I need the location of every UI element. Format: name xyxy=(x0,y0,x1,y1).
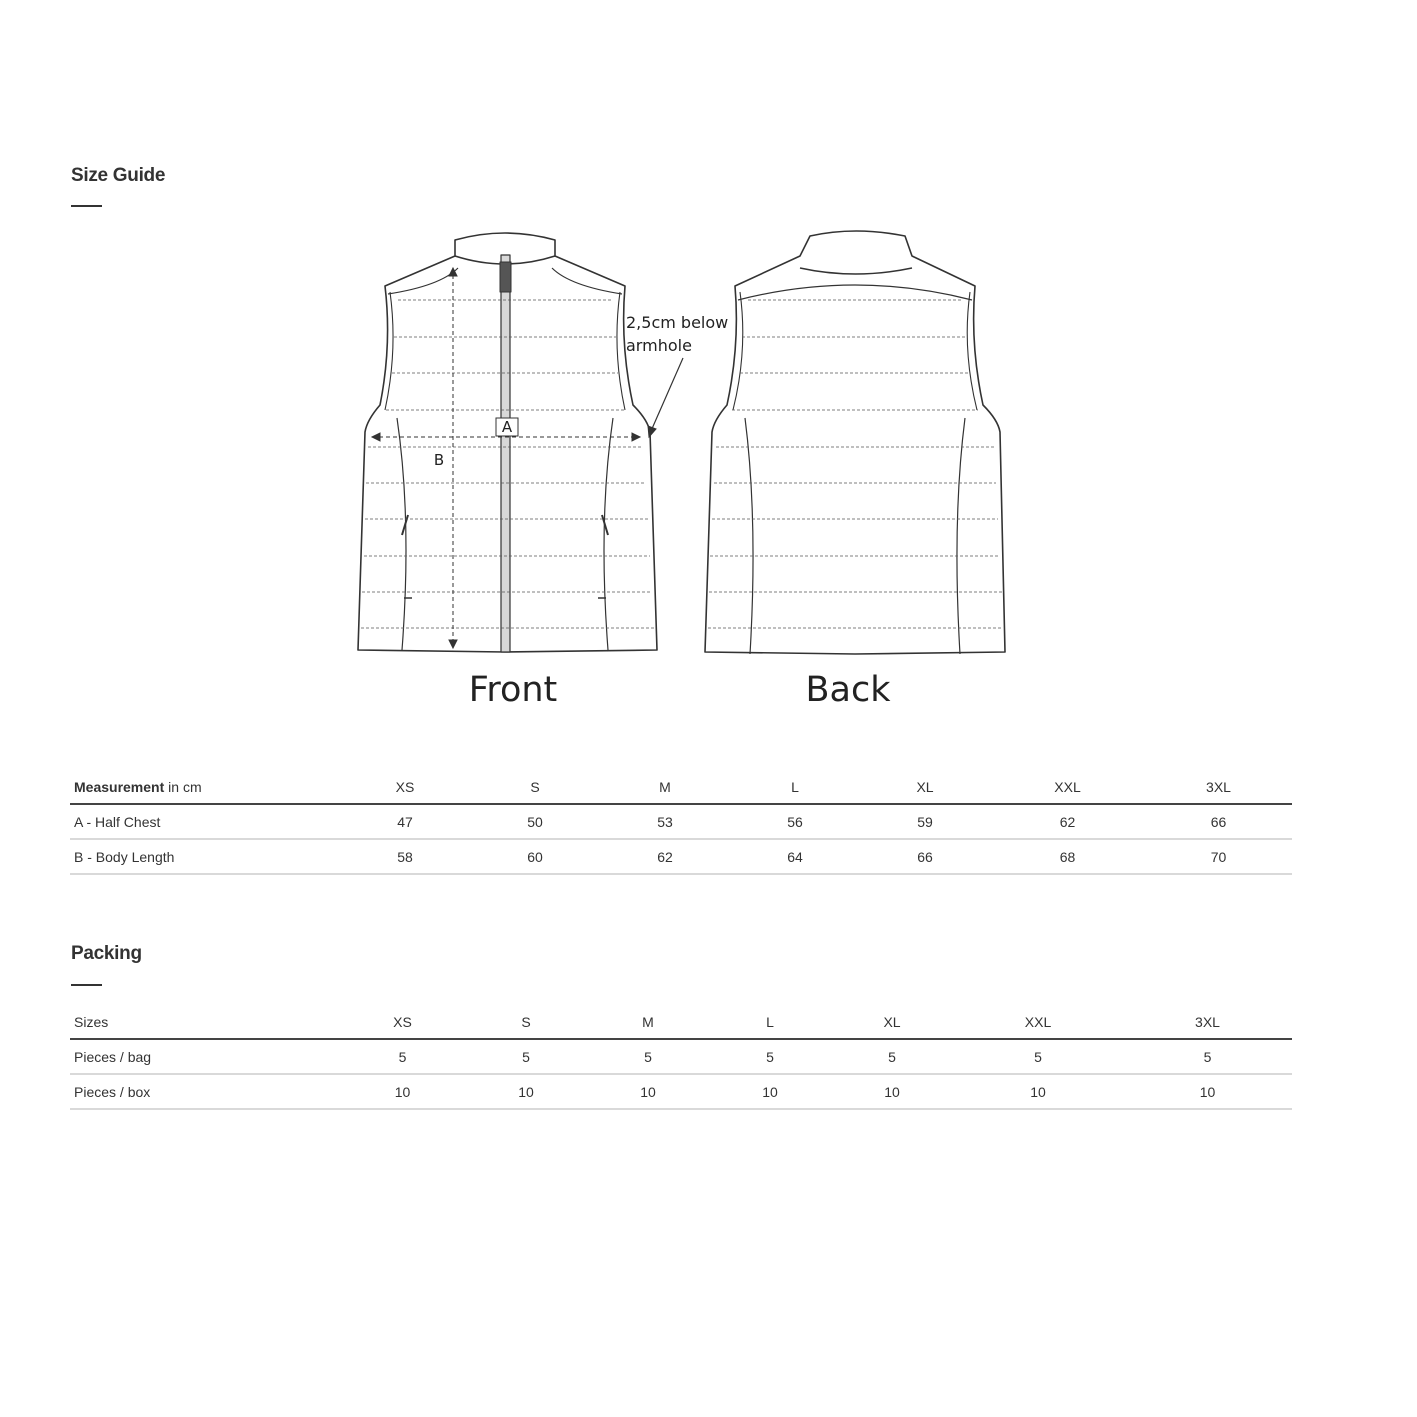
front-zipper xyxy=(501,255,510,652)
table-cell: 10 xyxy=(394,1083,411,1100)
table-row xyxy=(70,804,1292,839)
table-cell: 5 xyxy=(766,1048,774,1065)
size-header: XS xyxy=(393,1013,412,1030)
row-label: B - Body Length xyxy=(74,848,175,865)
row-label: Pieces / box xyxy=(74,1083,151,1100)
size-header: XS xyxy=(395,778,415,795)
measurement-header-cell xyxy=(70,770,340,804)
size-header: XXL xyxy=(1024,1013,1052,1030)
size-header: M xyxy=(659,778,671,795)
size-header: 3XL xyxy=(1206,778,1231,795)
size-header: S xyxy=(521,1013,531,1030)
packing-underline xyxy=(71,984,102,986)
size-header: XL xyxy=(916,778,934,795)
measurement-header-row xyxy=(70,770,1292,804)
table-cell: 5 xyxy=(644,1048,652,1065)
table-row xyxy=(70,1074,1292,1109)
packing-table xyxy=(70,1005,1292,1110)
table-cell: 47 xyxy=(397,813,413,830)
table-cell: 56 xyxy=(787,813,803,830)
table-cell: 10 xyxy=(640,1083,656,1100)
table-cell: 50 xyxy=(527,813,543,830)
table-row xyxy=(70,1039,1292,1074)
table-cell: 53 xyxy=(657,813,673,830)
table-cell: 58 xyxy=(397,848,413,865)
label-a: A xyxy=(501,418,513,436)
table-cell: 64 xyxy=(787,848,803,865)
annotation-line-2: armhole xyxy=(626,336,692,355)
table-cell: 5 xyxy=(522,1048,530,1065)
table-cell: 5 xyxy=(398,1048,407,1065)
table-cell: 62 xyxy=(1059,813,1076,830)
back-vest-body xyxy=(705,231,1005,654)
size-header: XXL xyxy=(1054,778,1081,795)
size-header: S xyxy=(530,778,540,795)
label-b: B xyxy=(433,451,445,469)
table-cell: 10 xyxy=(1030,1083,1046,1100)
table-cell: 10 xyxy=(518,1083,534,1100)
table-cell: 10 xyxy=(1199,1083,1216,1100)
table-cell: 59 xyxy=(917,813,933,830)
vest-illustration xyxy=(340,225,1020,665)
size-header: M xyxy=(642,1013,654,1030)
table-cell: 68 xyxy=(1059,848,1076,865)
table-cell: 10 xyxy=(884,1083,900,1100)
row-label: A - Half Chest xyxy=(74,813,161,830)
size-header: L xyxy=(791,778,799,795)
table-cell: 62 xyxy=(657,848,673,865)
table-cell: 70 xyxy=(1210,848,1227,865)
table-cell: 5 xyxy=(1034,1048,1042,1065)
measurement-header-bold: Measurement xyxy=(74,778,165,795)
measurement-table xyxy=(70,770,1292,875)
table-cell: 5 xyxy=(1203,1048,1212,1065)
zipper-pull xyxy=(500,262,511,292)
size-header: XL xyxy=(883,1013,901,1030)
size-header: L xyxy=(766,1013,774,1030)
back-view-label: Back xyxy=(805,670,891,710)
table-cell: 5 xyxy=(888,1048,896,1065)
table-cell: 10 xyxy=(762,1083,778,1100)
table-cell: 66 xyxy=(917,848,933,865)
table-cell: 66 xyxy=(1210,813,1227,830)
table-row xyxy=(70,839,1292,874)
sizes-header: Sizes xyxy=(74,1013,109,1030)
packing-title: Packing xyxy=(71,943,142,964)
measurement-header-unit: in cm xyxy=(164,778,202,795)
front-view-label: Front xyxy=(468,670,558,710)
size-guide-title: Size Guide xyxy=(71,165,166,186)
row-label: Pieces / bag xyxy=(74,1048,152,1065)
annotation-line-1: 2,5cm below xyxy=(626,313,729,332)
table-cell: 60 xyxy=(527,848,543,865)
packing-header-row xyxy=(70,1005,1292,1039)
annotation-arrow xyxy=(651,358,683,431)
size-header: 3XL xyxy=(1195,1013,1220,1030)
size-guide-underline xyxy=(71,205,102,207)
